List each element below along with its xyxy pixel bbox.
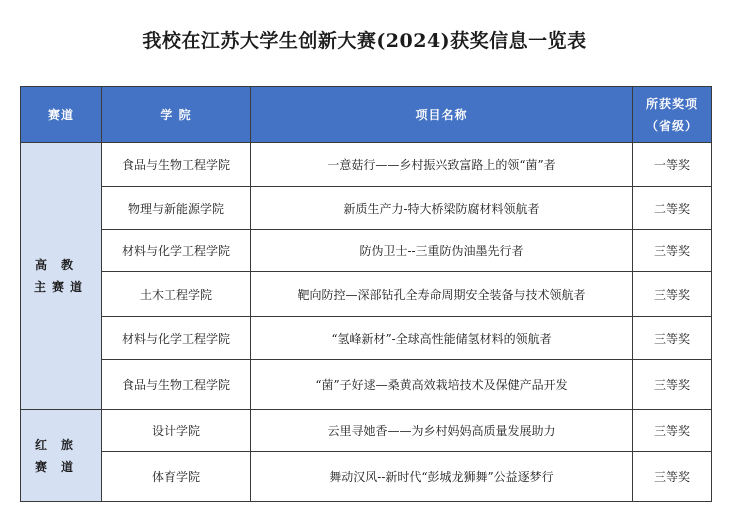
project-cell: 靶向防控—深部钻孔全寿命周期安全装备与技术领航者 [251, 272, 633, 317]
project-cell: 舞动汉风--新时代“彭城龙狮舞”公益逐梦行 [251, 452, 633, 502]
award-cell: 三等奖 [633, 360, 712, 410]
track-cell-red-tour [21, 410, 102, 502]
table-row [21, 452, 712, 502]
track-red-line2: 赛道 [34, 459, 87, 474]
table-row [21, 317, 712, 360]
page-title: 我校在江苏大学生创新大赛(2024)获奖信息一览表 [142, 30, 587, 52]
college-cell: 食品与生物工程学院 [102, 143, 251, 187]
award-cell: 一等奖 [633, 143, 712, 187]
award-cell: 三等奖 [633, 272, 712, 317]
table-header-row [21, 87, 712, 143]
header-college: 学 院 [102, 87, 251, 143]
header-track: 赛道 [21, 87, 102, 143]
college-cell: 土木工程学院 [102, 272, 251, 317]
table-row [21, 272, 712, 317]
table-row [21, 187, 712, 230]
header-project: 项目名称 [251, 87, 633, 143]
college-cell: 体育学院 [102, 452, 251, 502]
table-row [21, 410, 712, 452]
college-cell: 材料与化学工程学院 [102, 317, 251, 360]
project-cell: “菌”子好逑—桑黄高效栽培技术及保健产品开发 [251, 360, 633, 410]
project-cell: 一意菇行——乡村振兴致富路上的领“菌”者 [251, 143, 633, 187]
project-cell: 云里寻她香——为乡村妈妈高质量发展助力 [251, 410, 633, 452]
table-row [21, 360, 712, 410]
college-cell: 食品与生物工程学院 [102, 360, 251, 410]
award-cell: 三等奖 [633, 230, 712, 272]
header-award [633, 87, 712, 143]
award-cell: 二等奖 [633, 187, 712, 230]
header-award-line2: （省级） [645, 118, 698, 133]
header-award-line1: 所获奖项 [645, 96, 698, 111]
college-cell: 物理与新能源学院 [102, 187, 251, 230]
project-cell: 新质生产力-特大桥梁防腐材料领航者 [251, 187, 633, 230]
college-cell: 材料与化学工程学院 [102, 230, 251, 272]
table-row [21, 143, 712, 187]
track-main-line1: 高教 [34, 258, 87, 272]
project-cell: 防伪卫士--三重防伪油墨先行者 [251, 230, 633, 272]
award-cell: 三等奖 [633, 410, 712, 452]
award-cell: 三等奖 [633, 317, 712, 360]
award-table [20, 86, 712, 502]
college-cell: 设计学院 [102, 410, 251, 452]
track-cell-main [21, 143, 102, 410]
table-row [21, 230, 712, 272]
track-red-line1: 红旅 [34, 437, 87, 452]
award-cell: 三等奖 [633, 452, 712, 502]
track-main-line2: 主赛道 [33, 280, 88, 294]
project-cell: “氢峰新材”-全球高性能储氢材料的领航者 [251, 317, 633, 360]
